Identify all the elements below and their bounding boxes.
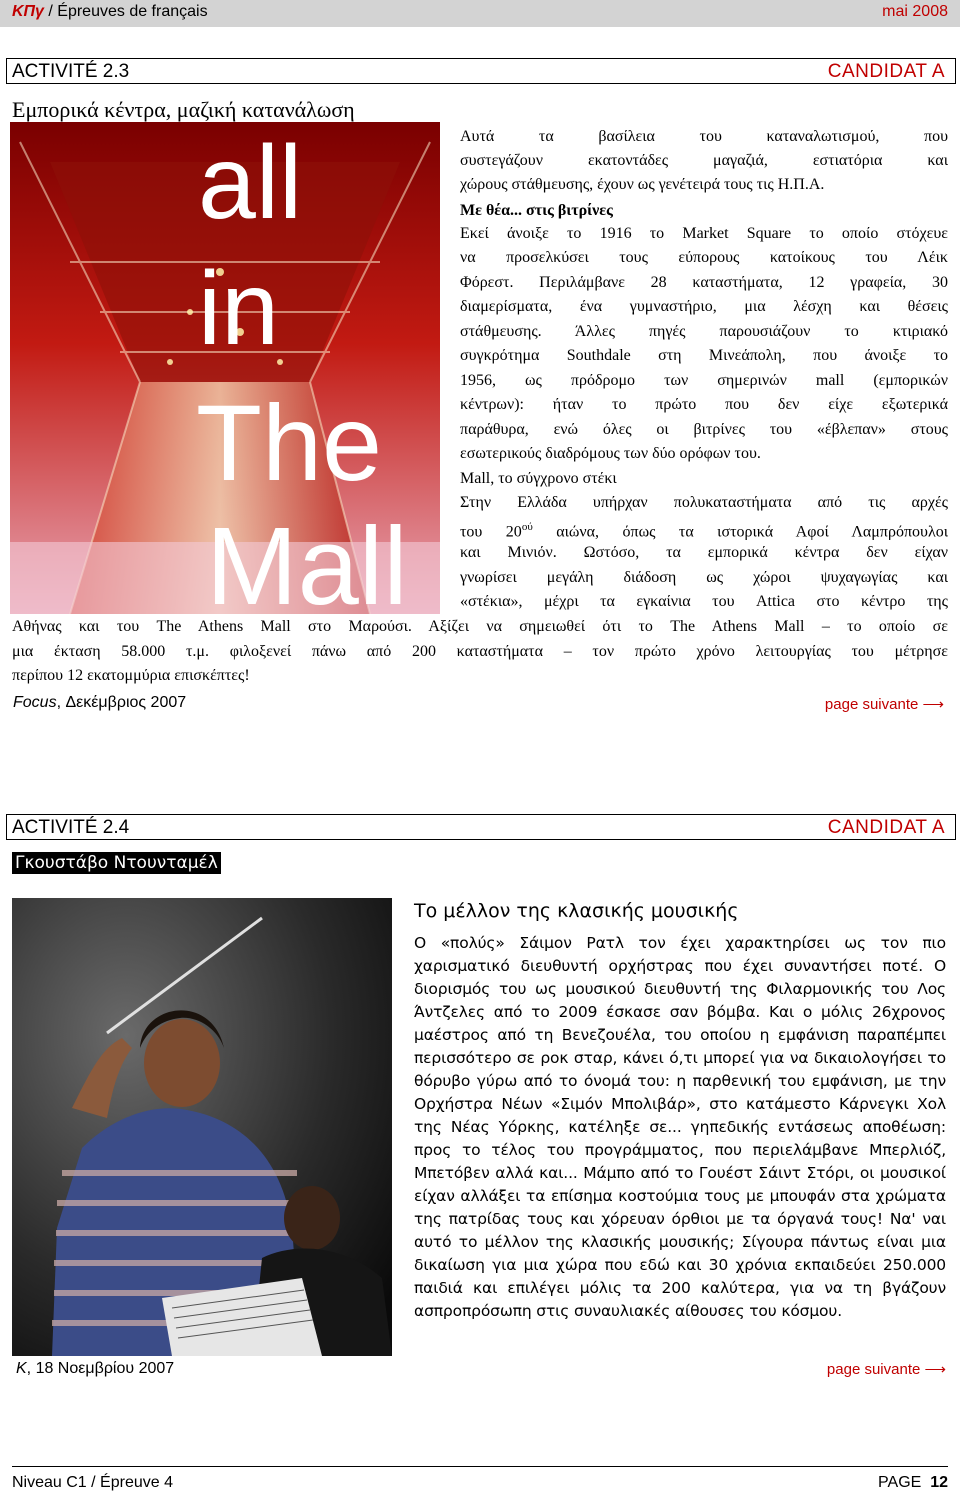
source-citation-2: [16, 1360, 174, 1378]
text-line: Αθήνας και του The Athens Mall στο Μαρούσι. Αξίζει να σημειωθεί ότι το The Athens Mall – το οποίο σε: [12, 618, 948, 635]
text-line: Στην Ελλάδα υπήρχαν πολυκαταστήματα από τις αρχές: [460, 494, 948, 511]
activity-bar-2-3: [6, 58, 956, 84]
text-line: διαμερίσματα, ένα γυμναστήριο, μια λέσχη και θέσεις: [460, 298, 948, 315]
subheading: Με θέα... στις βιτρίνες: [460, 202, 613, 219]
activity-label: ACTIVITÉ 2.4: [12, 817, 130, 838]
text-line: κέντρων): ήταν το πρώτο που δεν είχε εξωτερικά: [460, 396, 948, 413]
poster-word-all: all: [198, 125, 303, 241]
poster-word-in: in: [198, 251, 279, 367]
text-line: «στέκια», μέχρι τα εγκαίνια του Attica στο κέντρο της: [460, 593, 948, 610]
level-code: ΚΠγ: [12, 3, 44, 20]
mall-poster-image: [10, 122, 440, 614]
page-suivante-link-1[interactable]: page suivante ⟶: [824, 696, 944, 713]
candidate-label: CANDIDAT A: [827, 61, 945, 82]
mall-poster-graphic: [10, 122, 440, 614]
text-fragment: αιώνα, όπως τα ιστορικά Αφοί Λαμπρόπουλοι: [532, 523, 949, 541]
page-number: 12: [930, 1474, 948, 1491]
text-line: συστεγάζουν εκατοντάδες μαγαζιά, εστιατόρια και: [460, 152, 948, 169]
article-title: Εμπορικά κέντρα, μαζική κατανάλωση: [12, 97, 355, 122]
text-line: στάθμευσης. Άλλες πηγές παρουσιάζουν το κτιριακό: [460, 323, 948, 340]
text-line: Αυτά τα βασίλεια του καταναλωτισμού, που: [460, 128, 948, 145]
text-line: να προσελκύσει τους εύπορους κατοίκους του Λέικ: [460, 249, 948, 266]
source-date: , Δεκέμβριος 2007: [56, 694, 187, 711]
text-line: παράθυρα, ενώ όλες οι βιτρίνες του «έβλεπαν» στους: [460, 421, 948, 438]
subheading: Mall, το σύγχρονο στέκι: [460, 470, 617, 487]
text-line: συγκρότημα Southdale στη Μινεάπολη, που άνοιξε το: [460, 347, 948, 364]
subject-name: Γκουστάβο Ντουνταμέλ: [12, 852, 221, 874]
poster-word-mall: Mall: [206, 505, 408, 614]
candidate-label: CANDIDAT A: [827, 817, 945, 838]
activity-label: ACTIVITÉ 2.3: [12, 61, 130, 82]
conductor-photo-graphic: [12, 898, 392, 1356]
exam-header-left: [12, 3, 208, 21]
text-line: και Μινιόν. Ωστόσο, τα εμπορικά κέντρα δεν είχαν: [460, 544, 948, 561]
footer-page-number: [878, 1474, 948, 1492]
source-name: K: [16, 1360, 27, 1377]
text-line: Φόρεστ. Περιλάμβανε 28 καταστήματα, 12 γραφεία, 30: [460, 274, 948, 291]
source-date: , 18 Νοεμβρίου 2007: [26, 1360, 175, 1377]
footer-level: Niveau C1 / Épreuve 4: [12, 1474, 173, 1491]
activity-bar-2-4: [6, 814, 956, 840]
page-suivante-link-2[interactable]: page suivante ⟶: [826, 1361, 946, 1378]
running-header: [0, 0, 960, 27]
superscript: ού: [521, 521, 533, 533]
text-line: Εκεί άνοιξε το 1916 το Market Square το οποίο στόχευε: [460, 225, 948, 242]
source-citation-1: [13, 694, 186, 712]
text-line: χώρους στάθμευσης, έχουν ως γενέτειρά τους τις Η.Π.Α.: [460, 176, 825, 193]
text-line: 1956, ως πρόδρομο των σημερινών mall (εμπορικών: [460, 372, 948, 389]
source-name: Focus: [13, 694, 57, 711]
text-fragment: του 20: [460, 523, 522, 541]
exam-title: / Épreuves de français: [43, 3, 208, 20]
text-line: εσωτερικούς διαδρόμους των δύο ορόφων του.: [460, 445, 761, 462]
footer-divider: [12, 1466, 948, 1467]
poster-word-the: The: [196, 382, 383, 503]
article-body-2: Ο «πολύς» Σάιμον Ρατλ τον έχει χαρακτηρίσει ως τον πιο χαρισματικό διευθυντή ορχήστρας που έχει συναντήσει ποτέ. Ο διορισμός του ως μουσικού διευθυντή της Φιλαρμονικής του Λος Άντζελες από το 2009 έσκασε σαν βόμβα. Και ο μόλις 26χρονος μαέστρος από τη Βενεζουέλα, του οποίου η εμφάνιση παραπέμπει περισσότερο σε ροκ σταρ, κάνει ό,τι μπορεί για να δικαιολογήσει το θόρυβο γύρω από το όνομά του: η παρθενική του εμφάνιση, με την Ορχήστρα Νέων «Σιμόν Μπολιβάρ», στο κατάμεστο Κάρνεγκι Χολ της Νέας Υόρκης, κατέληξε σε... γηπεδικής εντάσεως αποθέωση: προς το τέλος του προγράμματος, που περιελάμβανε Μπερλιόζ, Μπετόβεν αλλά και... Μάμπο από το Γουέστ Σάιντ Στόρι, οι μουσικοί είχαν αλλάξει τα επίσημα κοστούμια τους με μπουφάν στα χρώματα της πατρίδας τους και χόρευαν όρθιοι με τα όργανά τους! Να' ναι αυτό το μέλλον της κλασικής μουσικής; Σίγουρα πάντως είναι μια δικαίωση για μια χώρα που εδώ και 30 χρόνια εκπαιδεύει 250.000 παιδιά και επιλέγει μόλις τα 200 καλύτερα, για να τη βγάζουν ασπροπρόσωπη στις συναυλιακές αίθουσες του κόσμου.: [414, 934, 946, 1320]
text-line: γνωρίσει μεγάλη διάδοση ως χώροι ψυχαγωγίας και: [460, 569, 948, 586]
text-line: περίπου 12 εκατομμύρια επισκέπτες!: [12, 667, 250, 684]
conductor-photo: [12, 898, 392, 1356]
article-title-2: Το μέλλον της κλασικής μουσικής: [414, 900, 739, 922]
page-label: PAGE: [878, 1474, 922, 1491]
text-line: μια έκταση 58.000 τ.μ. φιλοξενεί πάνω από 200 καταστήματα – τον πρώτο χρόνο λειτουργίας του μέτρησε: [12, 643, 948, 660]
exam-date: mai 2008: [882, 3, 948, 20]
